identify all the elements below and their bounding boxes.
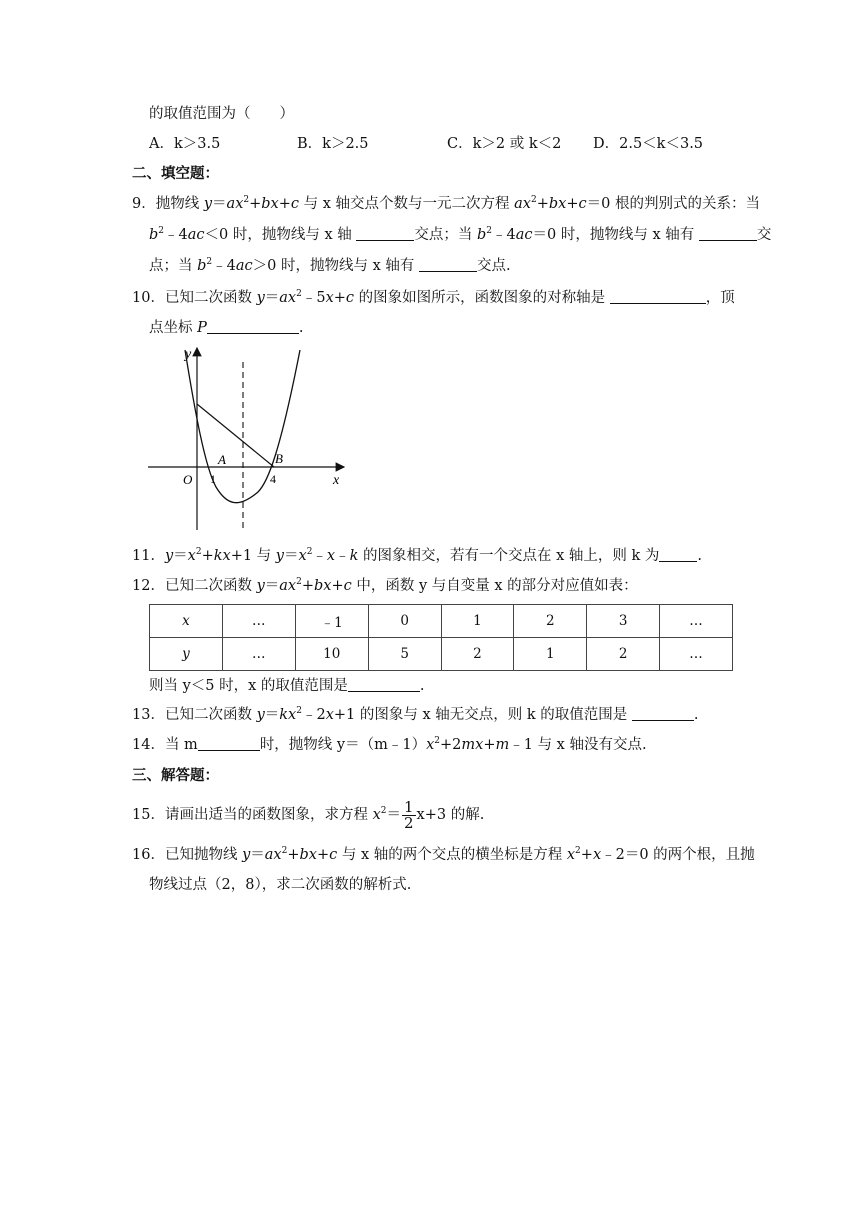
q14-number: 14． — [132, 737, 165, 753]
q11-number: 11． — [132, 548, 165, 564]
q14-text: 当 m — [164, 737, 198, 753]
q9-text4: 交点；当 — [414, 227, 477, 243]
table-row-y — [150, 638, 733, 671]
parabola-figure — [140, 342, 360, 534]
question-11: 11．$y=x^2+kx+1$ 与 $y=x^2﹣x﹣k$ 的图象相交，若有一个交点在 x 轴上，则 k 为 . — [132, 547, 703, 564]
table-cell: … — [660, 605, 733, 638]
tick-1-label: 1 — [210, 472, 216, 486]
q11-text: 与 — [252, 548, 276, 564]
table-cell: 10 — [295, 638, 368, 671]
q9-text8: 时，抛物线与 x 轴有 — [276, 258, 419, 274]
section-fill-in: 二、填空题： — [132, 165, 219, 182]
question-10-line1: 10．已知二次函数 $y=ax^2﹣5x+c$ 的图象如图所示，函数图象的对称轴是 ，顶 — [132, 289, 735, 306]
point-b-label: B — [275, 451, 283, 466]
table-cell: … — [222, 605, 295, 638]
table-cell: 3 — [587, 605, 660, 638]
q13-text: 已知二次函数 — [164, 707, 257, 723]
table-cell: 2 — [514, 605, 587, 638]
segment-cb — [197, 404, 274, 467]
q13-text3: . — [693, 707, 699, 723]
q9-text6: 交 — [756, 227, 772, 243]
origin-label: O — [183, 472, 193, 487]
question-9-line1: 9．抛物线 $y=ax^2+bx+c$ 与 x 轴交点个数与一元二次方程 $ax^2+bx+c=0$ 根的判别式的关系：当 — [132, 195, 760, 212]
q12-text2: 中，函数 y 与自变量 x 的部分对应值如表： — [351, 578, 638, 594]
table-cell: 5 — [368, 638, 441, 671]
q10-text2: 的图象如图所示，函数图象的对称轴是 — [354, 290, 610, 306]
tick-4-label: 4 — [270, 472, 276, 486]
q9-text: 与 x 轴交点个数与一元二次方程 — [303, 196, 515, 212]
q9-text5: 时，抛物线与 x 轴有 — [556, 227, 699, 243]
q9-text2: 根的判别式的关系：当 — [610, 196, 760, 212]
q16-number: 16． — [132, 847, 165, 863]
table-cell: 2 — [441, 638, 514, 671]
question-16-line2: 物线过点（2，8），求二次函数的解析式. — [149, 877, 412, 893]
question-14: 14．当 m 时，抛物线 $y=(m﹣1)x^2+2mx+m﹣1$ 与 x 轴没有交点. — [132, 736, 647, 753]
q8-option-d: D．2.5＜k＜3.5 — [593, 136, 704, 152]
q10-text3: ，顶 — [705, 290, 735, 306]
y-axis-label: y — [185, 347, 192, 362]
q10-blank-axis[interactable] — [610, 289, 706, 304]
q11-text2: 的图象相交，若有一个交点在 x 轴上，则 k 为 — [358, 548, 660, 564]
section-solve: 三、解答题： — [132, 767, 219, 784]
question-12: 12．已知二次函数 $y=ax^2+bx+c$ 中，函数 y 与自变量 x 的部分对应值如表： — [132, 577, 638, 594]
q8-option-a: A．k＞3.5 — [149, 136, 221, 152]
q9-text7: 点；当 — [149, 258, 198, 274]
value-table — [149, 604, 733, 671]
q11-blank[interactable] — [659, 547, 697, 562]
question-9-line3: 点；当 $b^2﹣4ac>0$ 时，抛物线与 x 轴有 交点. — [149, 257, 511, 274]
q9-text3: 时，抛物线与 x 轴 — [228, 227, 357, 243]
table-cell: y — [150, 638, 223, 671]
q15-fraction: $\frac{1}{2}$ — [403, 798, 414, 832]
question-16-line1: 16．已知抛物线 $y=ax^2+bx+c$ 与 x 轴的两个交点的横坐标是方程 $x^2+x﹣2=0$ 的两个根，且抛 — [132, 846, 755, 863]
table-cell: x — [150, 605, 223, 638]
q12-blank[interactable] — [348, 677, 420, 692]
q16-text: 已知抛物线 — [164, 847, 243, 863]
q15-text2: x+3 的解. — [416, 807, 485, 823]
q16-text3: 的两个根，且抛 — [648, 847, 755, 863]
q12-text4: . — [419, 678, 425, 694]
q11-text3: . — [697, 548, 703, 564]
q12-number: 12． — [132, 578, 165, 594]
table-cell: 1 — [441, 605, 514, 638]
table-row-x — [150, 605, 733, 638]
table-cell: ﹣1 — [295, 605, 368, 638]
q8-option-b: B．k＞2.5 — [297, 136, 369, 152]
q8-option-c: C．k＞2 或 k＜2 — [447, 136, 562, 152]
q9-blank-2[interactable] — [699, 226, 757, 241]
table-cell: … — [222, 638, 295, 671]
question-13: 13．已知二次函数 $y=kx^2﹣2x+1$ 的图象与 x 轴无交点，则 k 的取值范围是 . — [132, 706, 699, 723]
q13-blank[interactable] — [632, 706, 694, 721]
point-a-label: A — [218, 452, 226, 467]
q10-text4: 点坐标 — [149, 320, 198, 336]
q10-text: 已知二次函数 — [164, 290, 257, 306]
question-10-line2: 点坐标 P . — [149, 320, 304, 336]
q13-text2: 的图象与 x 轴无交点，则 k 的取值范围是 — [355, 707, 632, 723]
table-cell: … — [660, 638, 733, 671]
q16-text2: 与 x 轴的两个交点的横坐标是方程 — [337, 847, 567, 863]
table-cell: 2 — [587, 638, 660, 671]
q14-text3: 与 x 轴没有交点. — [532, 737, 647, 753]
q9-blank-1[interactable] — [356, 226, 414, 241]
q10-blank-vertex[interactable] — [207, 319, 299, 334]
table-cell: 0 — [368, 605, 441, 638]
q10-number: 10． — [132, 290, 165, 306]
q9-text9: 交点. — [477, 258, 511, 274]
q10-text5: . — [298, 320, 304, 336]
q13-number: 13． — [132, 707, 165, 723]
table-cell: 1 — [514, 638, 587, 671]
q8-tail: 的取值范围为（ ） — [149, 106, 294, 122]
x-axis-label: x — [333, 473, 340, 488]
question-15: 15．请画出适当的函数图象，求方程 $x^2=$ $\frac{1}{2}$ x+3 的解. — [132, 798, 485, 832]
q9-number: 9． — [132, 196, 156, 212]
question-9-line2: $b^2﹣4ac<0$ 时，抛物线与 x 轴 交点；当 $b^2﹣4ac=0$ 时，抛物线与 x 轴有 交 — [149, 226, 772, 243]
question-12-after — [149, 676, 425, 696]
q14-blank[interactable] — [198, 736, 260, 751]
q15-number: 15． — [132, 807, 165, 823]
q12-text: 已知二次函数 — [164, 578, 257, 594]
q15-text: 请画出适当的函数图象，求方程 — [164, 807, 373, 823]
q14-text2: 时，抛物线 y＝（m﹣1） — [259, 737, 427, 753]
q9-blank-3[interactable] — [419, 257, 477, 272]
q12-text3: 则当 y＜5 时，x 的取值范围是 — [149, 678, 348, 694]
